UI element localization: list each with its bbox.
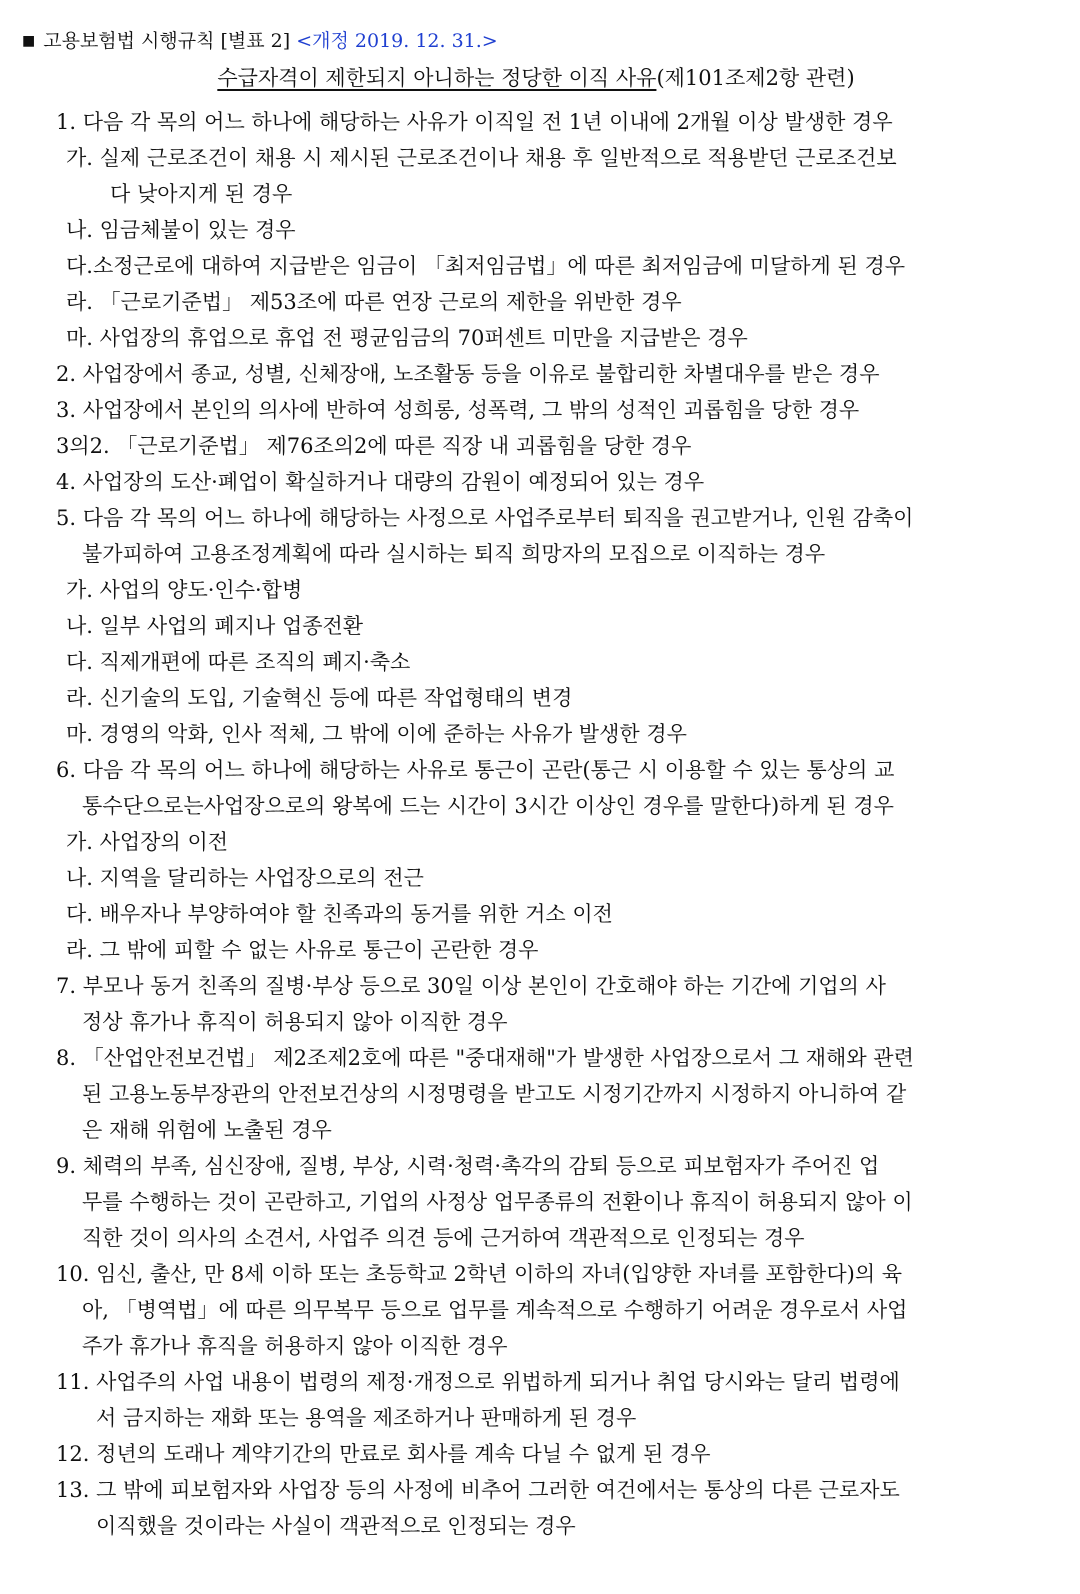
item-1-ma: 마. 사업장의 휴업으로 휴업 전 평균임금의 70퍼센트 미만을 지급받은 경우: [66, 326, 748, 350]
item-3: 3. 사업장에서 본인의 의사에 반하여 성희롱, 성폭력, 그 밖의 성적인 괴롭힘을 당한 경우: [56, 398, 860, 422]
law-reference: 고용보험법 시행규칙 [별표 2]: [43, 30, 291, 52]
item-3-2: 3의2. 「근로기준법」 제76조의2에 따른 직장 내 괴롭힘을 당한 경우: [56, 434, 692, 458]
item-1-da: 다.소정근로에 대하여 지급받은 임금이 「최저임금법」에 따른 최저임금에 미달하게 된 경우: [66, 254, 906, 278]
document-header: [22, 28, 1050, 60]
item-9-cont-1: 무를 수행하는 것이 곤란하고, 기업의 사정상 업무종류의 전환이나 휴직이 허용되지 않아 이: [82, 1190, 913, 1214]
item-6-ga: 가. 사업장의 이전: [66, 830, 229, 854]
item-13: 13. 그 밖에 피보험자와 사업장 등의 사정에 비추어 그러한 여건에서는 통상의 다른 근로자도: [56, 1478, 900, 1502]
item-6-na: 나. 지역을 달리하는 사업장으로의 전근: [66, 866, 424, 890]
title-main: 수급자격이 제한되지 아니하는 정당한 이직 사유: [217, 66, 657, 90]
item-7-cont: 정상 휴가나 휴직이 허용되지 않아 이직한 경우: [82, 1010, 508, 1034]
item-9: 9. 체력의 부족, 심신장애, 질병, 부상, 시력·청력·촉각의 감퇴 등으로 피보험자가 주어진 업: [56, 1154, 880, 1178]
item-5-na: 나. 일부 사업의 폐지나 업종전환: [66, 614, 364, 638]
item-1: 1. 다음 각 목의 어느 하나에 해당하는 사유가 이직일 전 1년 이내에 2개월 이상 발생한 경우: [56, 110, 893, 134]
item-10-cont-2: 주가 휴가나 휴직을 허용하지 않아 이직한 경우: [82, 1334, 508, 1358]
item-5-da: 다. 직제개편에 따른 조직의 폐지·축소: [66, 650, 411, 674]
item-8-cont-2: 은 재해 위험에 노출된 경우: [82, 1118, 332, 1142]
item-4: 4. 사업장의 도산·폐업이 확실하거나 대량의 감원이 예정되어 있는 경우: [56, 470, 705, 494]
item-5-ra: 라. 신기술의 도입, 기술혁신 등에 따른 작업형태의 변경: [66, 686, 573, 710]
item-9-cont-2: 직한 것이 의사의 소견서, 사업주 의견 등에 근거하여 객관적으로 인정되는 경우: [82, 1226, 805, 1250]
square-bullet-icon: ■: [22, 33, 36, 49]
item-1-ga: 가. 실제 근로조건이 채용 시 제시된 근로조건이나 채용 후 일반적으로 적용받던 근로조건보: [66, 146, 897, 170]
item-7: 7. 부모나 동거 친족의 질병·부상 등으로 30일 이상 본인이 간호해야 하는 기간에 기업의 사: [56, 974, 886, 998]
title-article-reference: (제101조제2항 관련): [656, 66, 855, 90]
item-1-na: 나. 임금체불이 있는 경우: [66, 218, 296, 242]
item-6-cont: 통수단으로는사업장으로의 왕복에 드는 시간이 3시간 이상인 경우를 말한다)하게 된 경우: [82, 794, 894, 818]
item-5-ma: 마. 경영의 악화, 인사 적체, 그 밖에 이에 준하는 사유가 발생한 경우: [66, 722, 687, 746]
item-5: 5. 다음 각 목의 어느 하나에 해당하는 사정으로 사업주로부터 퇴직을 권고받거나, 인원 감축이: [56, 506, 914, 530]
item-10-cont-1: 아, 「병역법」에 따른 의무복무 등으로 업무를 계속적으로 수행하기 어려운 경우로서 사업: [82, 1298, 908, 1322]
page-title: [22, 64, 1050, 104]
item-11: 11. 사업주의 사업 내용이 법령의 제정·개정으로 위법하게 되거나 취업 당시와는 달리 법령에: [56, 1370, 900, 1394]
item-1-ra: 라. 「근로기준법」 제53조에 따른 연장 근로의 제한을 위반한 경우: [66, 290, 682, 314]
reasons-list: [22, 104, 1050, 1544]
item-2: 2. 사업장에서 종교, 성별, 신체장애, 노조활동 등을 이유로 불합리한 차별대우를 받은 경우: [56, 362, 880, 386]
item-8-cont-1: 된 고용노동부장관의 안전보건상의 시정명령을 받고도 시정기간까지 시정하지 아니하여 같: [82, 1082, 907, 1106]
item-6: 6. 다음 각 목의 어느 하나에 해당하는 사유로 통근이 곤란(통근 시 이용할 수 있는 통상의 교: [56, 758, 895, 782]
item-5-cont: 불가피하여 고용조정계획에 따라 실시하는 퇴직 희망자의 모집으로 이직하는 경우: [82, 542, 826, 566]
item-5-ga: 가. 사업의 양도·인수·합병: [66, 578, 303, 602]
item-10: 10. 임신, 출산, 만 8세 이하 또는 초등학교 2학년 이하의 자녀(입양한 자녀를 포함한다)의 육: [56, 1262, 903, 1286]
item-8: 8. 「산업안전보건법」 제2조제2호에 따른 "중대재해"가 발생한 사업장으로서 그 재해와 관련: [56, 1046, 914, 1070]
item-6-ra: 라. 그 밖에 피할 수 없는 사유로 통근이 곤란한 경우: [66, 938, 539, 962]
item-13-cont: 이직했을 것이라는 사실이 객관적으로 인정되는 경우: [96, 1514, 576, 1538]
item-12: 12. 정년의 도래나 계약기간의 만료로 회사를 계속 다닐 수 없게 된 경우: [56, 1442, 711, 1466]
item-1-ga-cont: 다 낮아지게 된 경우: [110, 182, 293, 206]
amendment-date: <개정 2019. 12. 31.>: [296, 30, 498, 52]
item-11-cont: 서 금지하는 재화 또는 용역을 제조하거나 판매하게 된 경우: [96, 1406, 637, 1430]
item-6-da: 다. 배우자나 부양하여야 할 친족과의 동거를 위한 거소 이전: [66, 902, 613, 926]
